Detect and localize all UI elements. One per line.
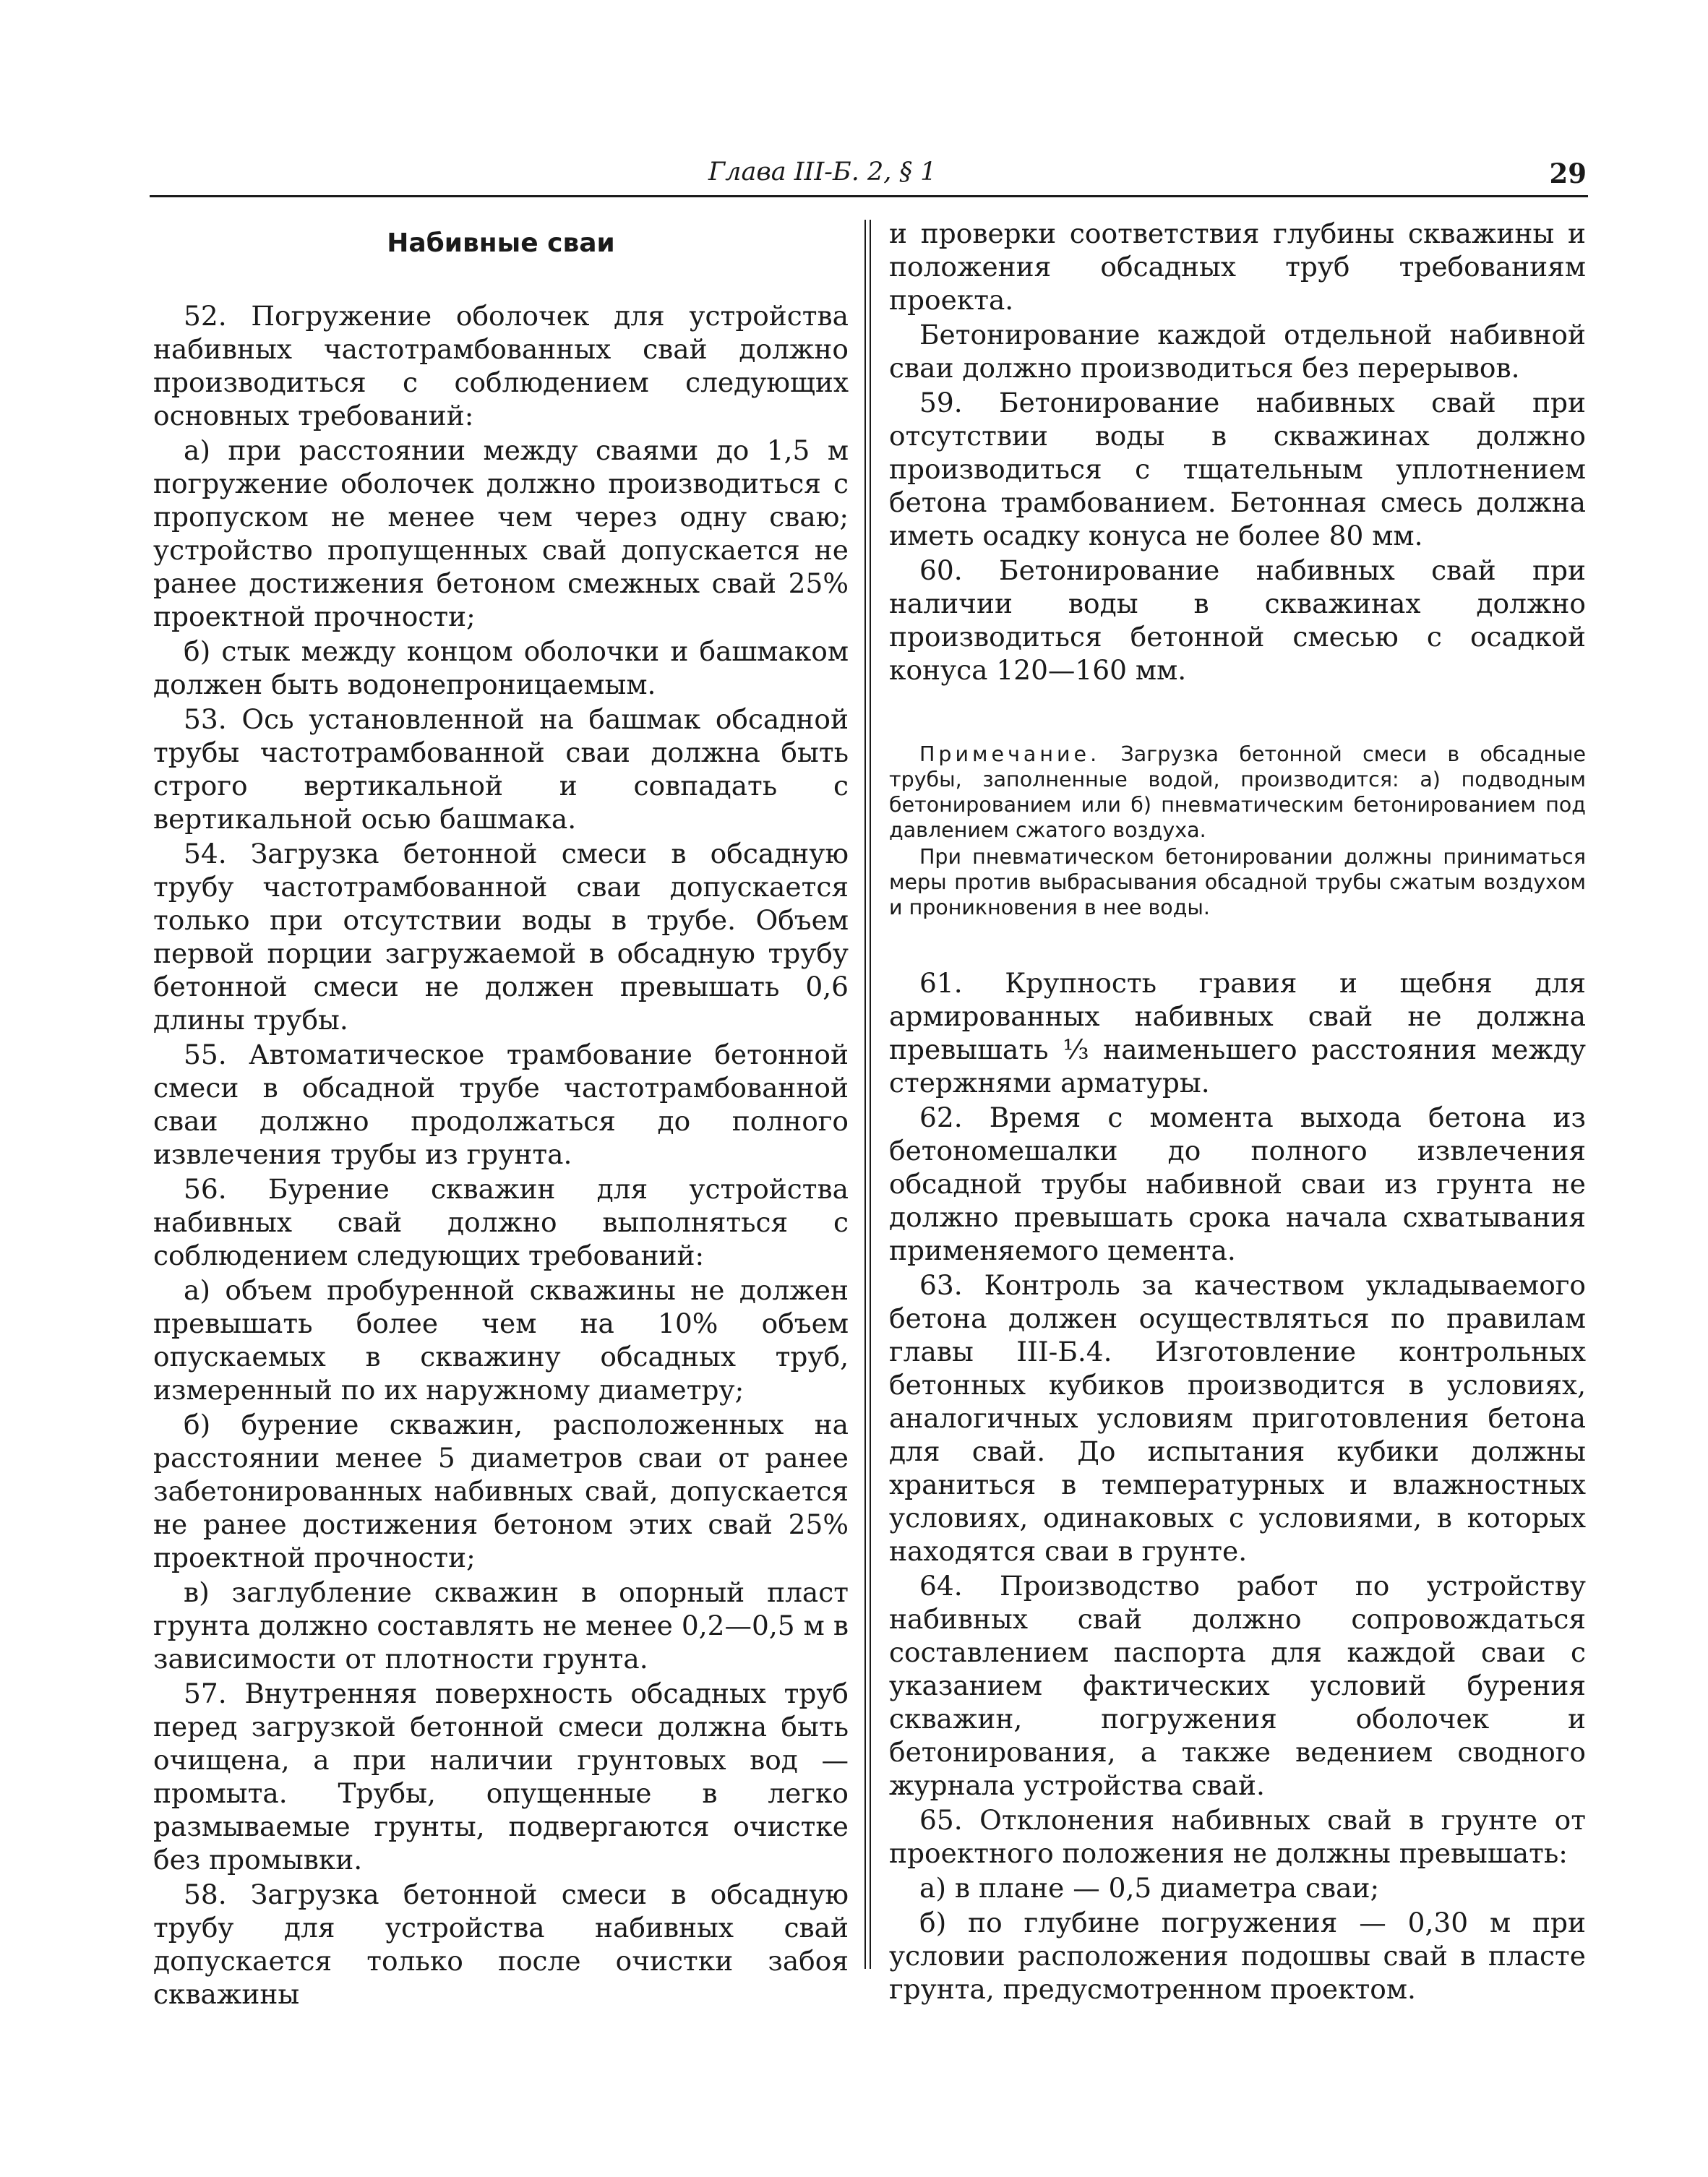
note-text: Загрузка бетонной смеси в обсадные трубы, заполненные водой, производится: а) подводным бетонированием или б) пневматическим бетонированием под давлением сжатого воздуха.	[889, 742, 1587, 842]
paragraph: б) по глубине погружения — 0,30 м при условии расположения подошвы свай в пласте грунта, предусмотренном проектом.	[889, 1907, 1586, 2005]
paragraph: б) стык между концом оболочки и башмаком должен быть водонепроницаемым.	[153, 635, 849, 700]
paragraph: Бетонирование каждой отдельной набивной сваи должно производиться без перерывов.	[889, 319, 1586, 384]
paragraph: 59. Бетонирование набивных свай при отсутствии воды в скважинах должно производиться с тщательным уплотнением бетона трамбованием. Бетонная смесь должна иметь осадку конуса не более 80 мм.	[889, 387, 1586, 551]
running-header	[152, 155, 1587, 198]
paragraph: 53. Ось установленной на башмак обсадной трубы частотрамбованной сваи должна быть строго вертикальной и совпадать с вертикальной осью башмака.	[153, 703, 849, 835]
paragraph: 55. Автоматическое трамбование бетонной смеси в обсадной трубе частотрамбованной сваи должно продолжаться до полного извлечения трубы из грунта.	[153, 1039, 849, 1170]
right-column	[889, 217, 1586, 2007]
paragraph: 65. Отклонения набивных свай в грунте от проектного положения не должны превышать:	[889, 1804, 1586, 1869]
note-label: Примечание.	[919, 742, 1101, 766]
paragraph: 64. Производство работ по устройству набивных свай должно сопровождаться составлением паспорта для каждой сваи с указанием фактических условий бурения скважин, погружения оболочек и бетонирования, а также ведением сводного журнала устройства свай.	[889, 1570, 1586, 1801]
paragraph: 56. Бурение скважин для устройства набивных свай должно выполняться с соблюдением следующих требований:	[153, 1173, 849, 1271]
paragraph: 54. Загрузка бетонной смеси в обсадную трубу частотрамбованной сваи допускается только при отсутствии воды в трубе. Объем первой порции загружаемой в обсадную трубу бетонной смеси не должен превышать 0,6 длины трубы.	[153, 838, 849, 1036]
paragraph: 57. Внутренняя поверхность обсадных труб перед загрузкой бетонной смеси должна быть очищена, а при наличии грунтовых вод — промыта. Трубы, опущенные в легко размываемые грунты, подвергаются очистке без промывки.	[153, 1678, 849, 1876]
paragraph: 63. Контроль за качеством укладываемого бетона должен осуществляться по правилам главы III-Б.4. Изготовление контрольных бетонных кубиков производится в условиях, аналогичных условиям приготовления бетона для свай. До испытания кубики должны храниться в температурных и влажностных условиях, одинаковых с условиями, в которых находятся сваи в грунте.	[889, 1269, 1586, 1567]
paragraph: и проверки соответствия глубины скважины и положения обсадных труб требованиям проекта.	[889, 218, 1586, 316]
column-divider	[864, 220, 871, 1969]
section-title: Набивные сваи	[387, 228, 615, 258]
paragraph: б) бурение скважин, расположенных на расстоянии менее 5 диаметров сваи от ранее забетонированных набивных свай, допускается не ранее достижения бетоном этих свай 25% проектной прочности;	[153, 1409, 849, 1573]
note-block	[889, 742, 1586, 920]
paragraph: а) объем пробуренной скважины не должен превышать более чем на 10% объем опускаемых в скважину обсадных труб, измеренный по их наружному диаметру;	[153, 1274, 849, 1406]
paragraph: 61. Крупность гравия и щебня для армированных набивных свай не должна превышать ⅓ наименьшего расстояния между стержнями арматуры.	[889, 967, 1586, 1099]
paragraph: 52. Погружение оболочек для устройства набивных частотрамбованных свай должно производиться с соблюдением следующих основных требований:	[153, 300, 849, 431]
left-column	[153, 217, 849, 2012]
paragraph: 58. Загрузка бетонной смеси в обсадную трубу для устройства набивных свай допускается только после очистки забоя скважины	[153, 1878, 849, 2010]
note-paragraph	[889, 742, 1586, 843]
paragraph: а) при расстоянии между сваями до 1,5 м погружение оболочек должно производиться с пропуском не менее чем через одну сваю; устройство пропущенных свай допускается не ранее достижения бетоном смежных свай 25% проектной прочности;	[153, 434, 849, 632]
note-paragraph: При пневматическом бетонировании должны приниматься меры против выбрасывания обсадной трубы сжатым воздухом и проникновения в нее воды.	[889, 845, 1586, 919]
paragraph: а) в плане — 0,5 диаметра сваи;	[919, 1872, 1380, 1904]
header-rule	[150, 195, 1588, 197]
paragraph: 62. Время с момента выхода бетона из бетономешалки до полного извлечения обсадной трубы набивной сваи из грунта не должно превышать срока начала схватывания применяемого цемента.	[889, 1102, 1586, 1266]
paragraph: в) заглубление скважин в опорный пласт грунта должно составлять не менее 0,2—0,5 м в зависимости от плотности грунта.	[153, 1576, 849, 1675]
page-number: 29	[1549, 158, 1587, 189]
chapter-reference: Глава III-Б. 2, § 1	[708, 158, 937, 186]
paragraph: 60. Бетонирование набивных свай при наличии воды в скважинах должно производиться бетонной смесью с осадкой конуса 120—160 мм.	[889, 554, 1586, 686]
